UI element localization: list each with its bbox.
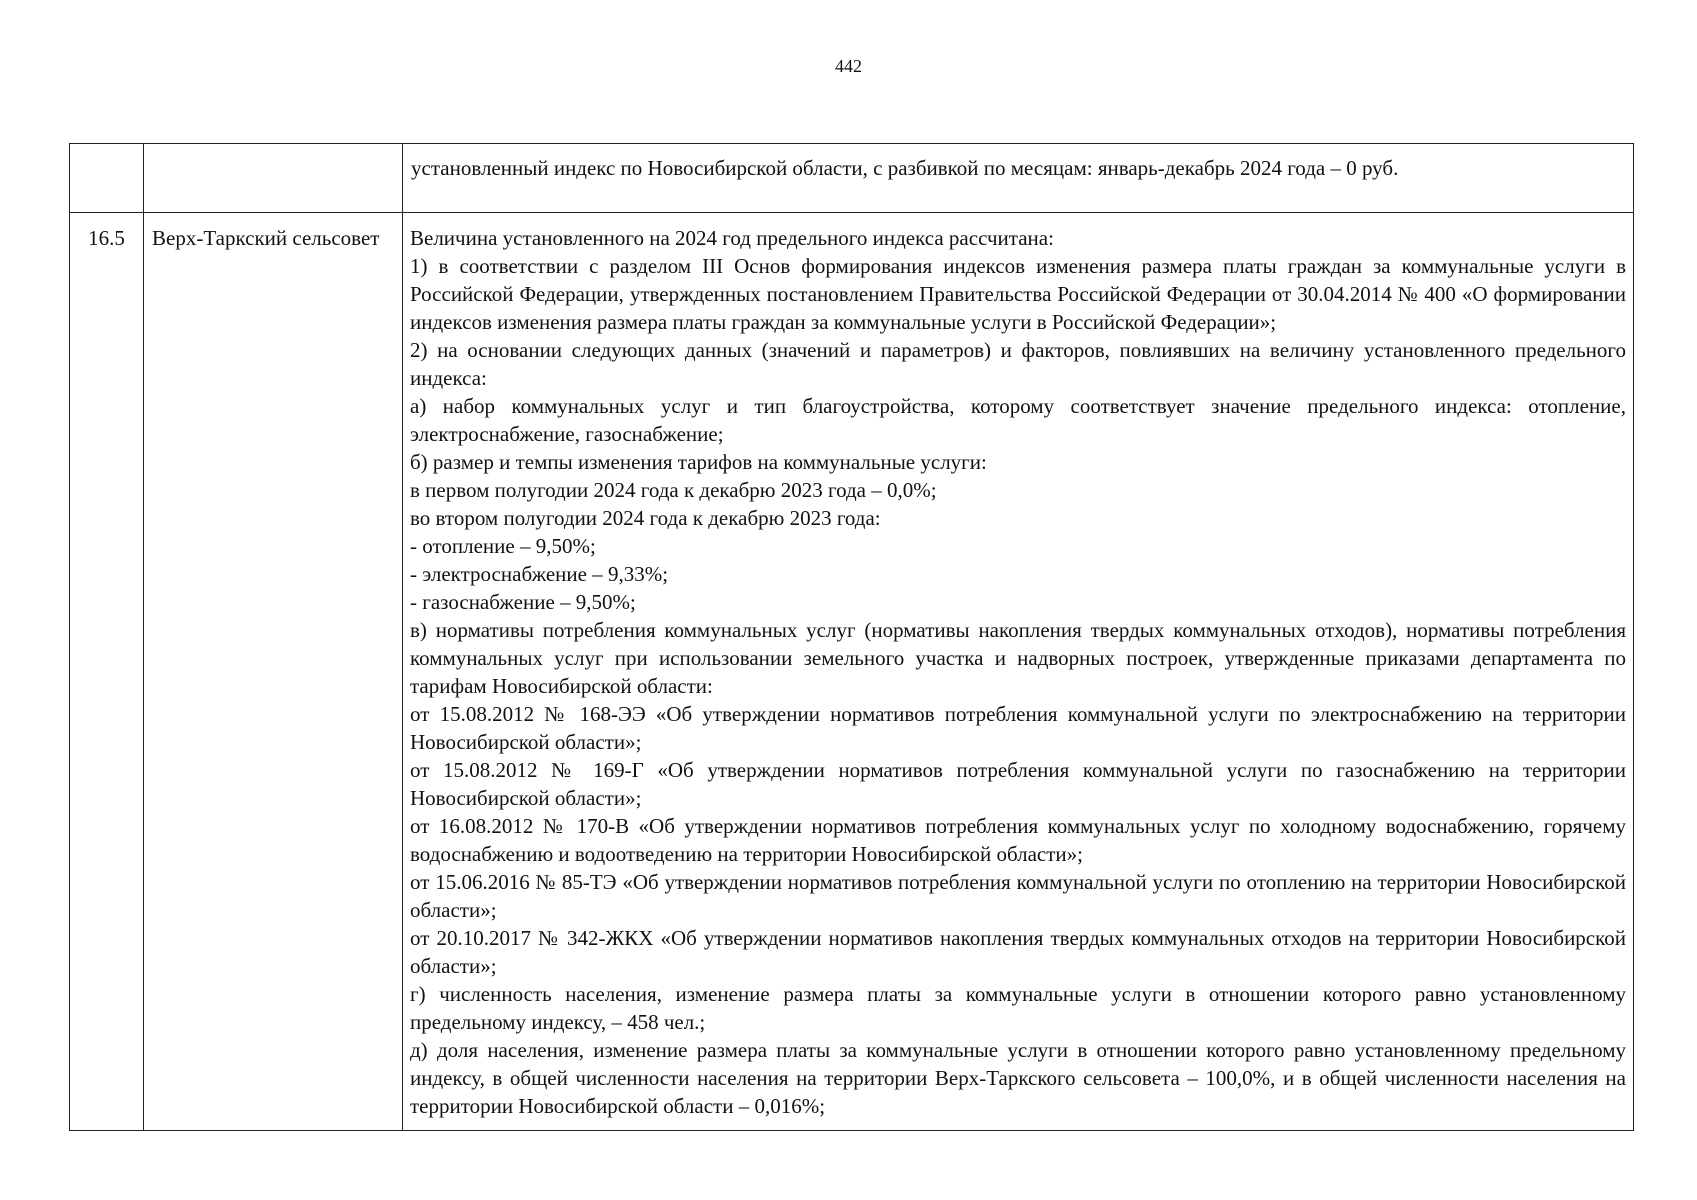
paragraph: - электроснабжение – 9,33%;: [410, 562, 669, 586]
document-table: [69, 143, 1634, 1131]
paragraph: а) набор коммунальных услуг и тип благоустройства, которому соответствует значение предельного индекса: отопление, электроснабжение, газоснабжение;: [410, 394, 1626, 446]
paragraph: 2) на основании следующих данных (значений и параметров) и факторов, повлиявших на величину установленного предельного индекса:: [410, 338, 1626, 390]
description-cell: [403, 213, 1634, 1131]
table-row: [70, 144, 1634, 213]
paragraph: в) нормативы потребления коммунальных услуг (нормативы накопления твердых коммунальных отходов), нормативы потребления коммунальных услуг при использовании земельного участка и надворных построек, утвержденные приказами департамента по тарифам Новосибирской области:: [410, 618, 1626, 698]
paragraph: г) численность населения, изменение размера платы за коммунальные услуги в отношении которого равно установленному предельному индексу, – 458 чел.;: [410, 982, 1626, 1034]
row-number-cell: [70, 144, 144, 213]
paragraph: от 15.06.2016 № 85-ТЭ «Об утверждении нормативов потребления коммунальной услуги по отоплению на территории Новосибирской области»;: [410, 870, 1626, 922]
paragraph: - газоснабжение – 9,50%;: [410, 590, 636, 614]
paragraph: от 15.08.2012 № 169-Г «Об утверждении нормативов потребления коммунальной услуги по газоснабжению на территории Новосибирской области»;: [410, 758, 1626, 810]
row-name-cell: [144, 144, 403, 213]
page-number: 442: [835, 56, 862, 76]
municipality-name-cell: Верх-Таркский сельсовет: [144, 213, 403, 1131]
paragraph: - отопление – 9,50%;: [410, 534, 596, 558]
continuation-text-cell: установленный индекс по Новосибирской области, с разбивкой по месяцам: январь-декабрь 2024 года – 0 руб.: [403, 144, 1634, 213]
paragraph: от 16.08.2012 № 170-В «Об утверждении нормативов потребления коммунальных услуг по холодному водоснабжению, горячему водоснабжению и водоотведению на территории Новосибирской области»;: [410, 814, 1626, 866]
paragraph: Величина установленного на 2024 год предельного индекса рассчитана:: [410, 226, 1054, 250]
paragraph: б) размер и темпы изменения тарифов на коммунальные услуги:: [410, 450, 987, 474]
paragraph: от 20.10.2017 № 342-ЖКХ «Об утверждении нормативов накопления твердых коммунальных отходов на территории Новосибирской области»;: [410, 926, 1626, 978]
paragraph: д) доля населения, изменение размера платы за коммунальные услуги в отношении которого равно установленному предельному индексу, в общей численности населения на территории Верх-Таркского сельсовета – 100,0%, и в общей численности населения на территории Новосибирской области – 0,016%;: [410, 1038, 1626, 1118]
table-row: [70, 213, 1634, 1131]
paragraph: от 15.08.2012 № 168-ЭЭ «Об утверждении нормативов потребления коммунальной услуги по электроснабжению на территории Новосибирской области»;: [410, 702, 1626, 754]
paragraph: во втором полугодии 2024 года к декабрю 2023 года:: [410, 506, 881, 530]
paragraph: в первом полугодии 2024 года к декабрю 2023 года – 0,0%;: [410, 478, 937, 502]
paragraph: 1) в соответствии с разделом III Основ формирования индексов изменения размера платы граждан за коммунальные услуги в Российской Федерации, утвержденных постановлением Правительства Российской Федерации от 30.04.2014 № 400 «О формировании индексов изменения размера платы граждан за коммунальные услуги в Российской Федерации»;: [410, 254, 1626, 334]
row-number-cell: 16.5: [70, 213, 144, 1131]
